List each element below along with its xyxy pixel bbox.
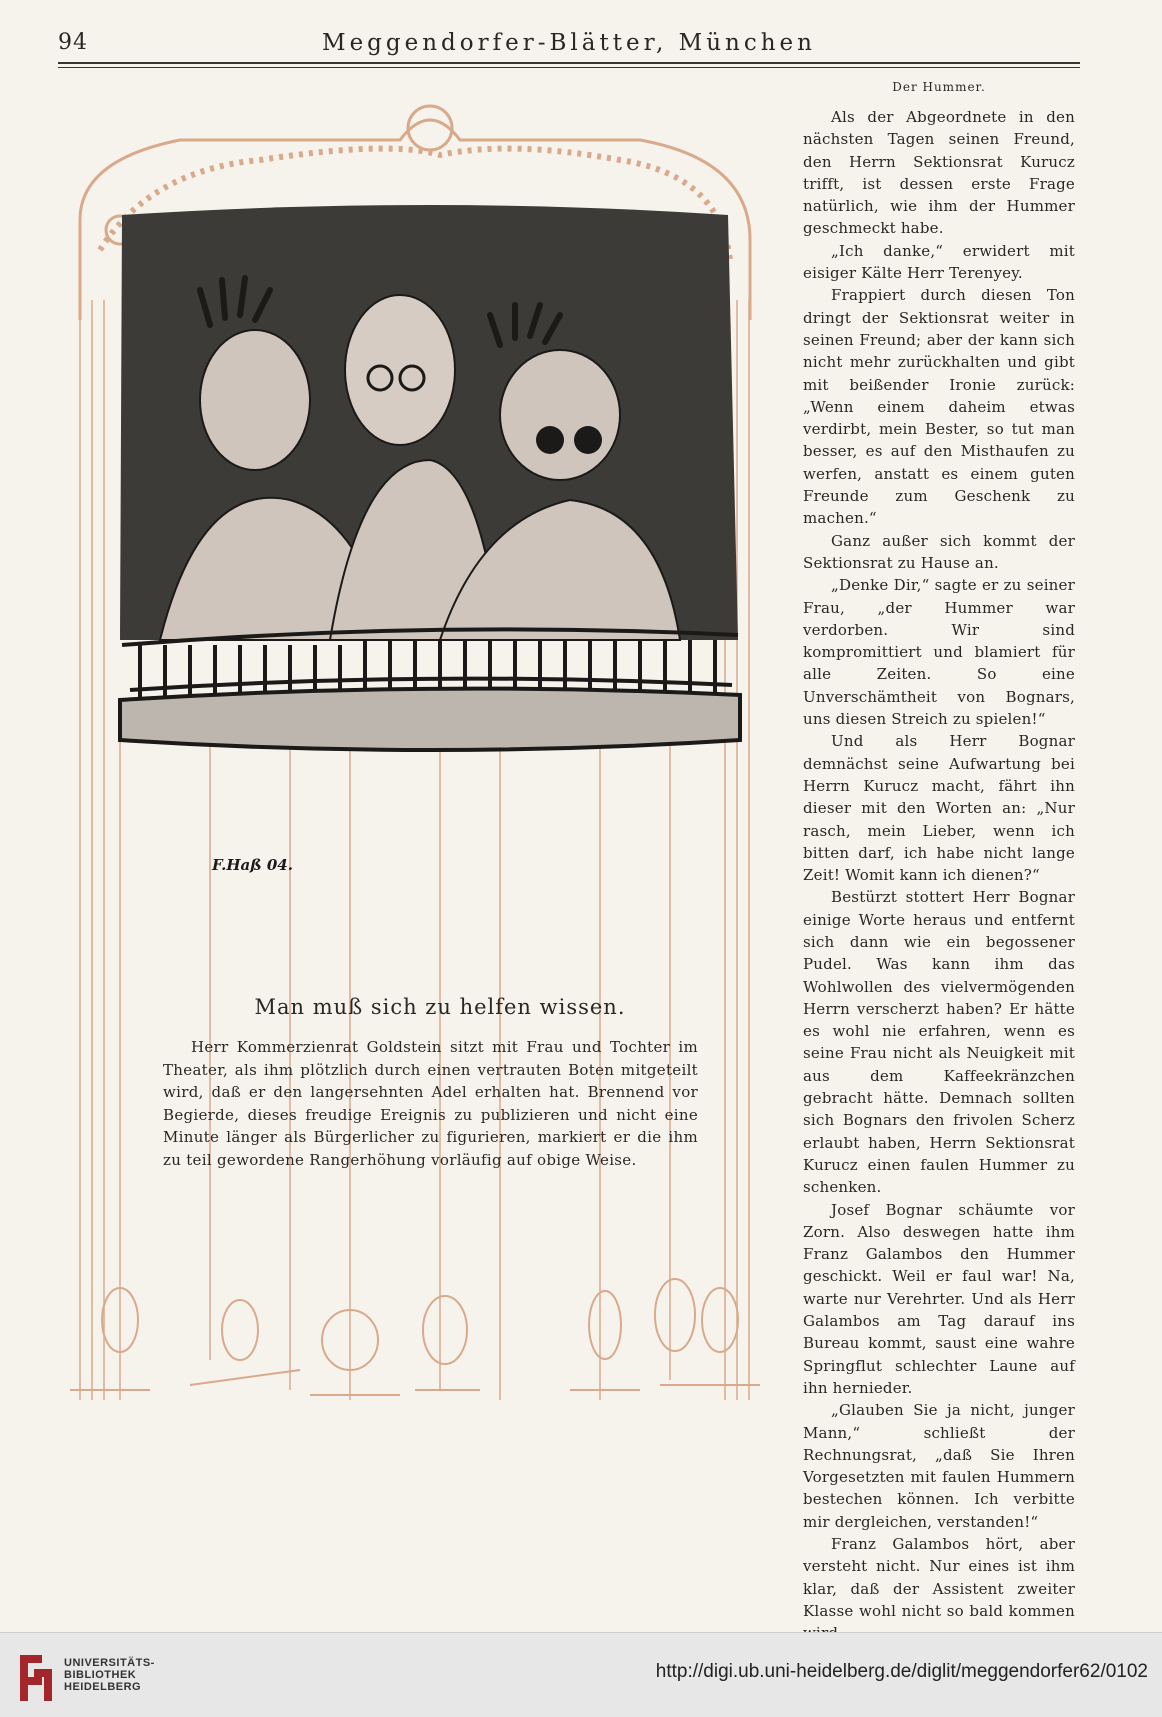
library-name-line: BIBLIOTHEK (64, 1669, 137, 1681)
article-paragraph: Frappiert durch diesen Ton dringt der Sektionsrat weiter in seinen Freund; aber der kann sich nicht mehr zurückhalten und gibt mit beißender Ironie zurück: „Wenn einem daheim etwas verdirbt, mein Bester, so tut man besser, es auf den Misthaufen zu werfen, anstatt es einem guten Freunde zum Geschenk zu machen.“ (803, 286, 1075, 528)
page-header (58, 30, 1080, 62)
article-paragraph: Josef Bognar schäumte vor Zorn. Also deswegen hatte ihm Franz Galambos den Hummer geschickt. Weil er faul war! Na, warte nur Verehrter. Und als Herr Galambos am Tag darauf ins Bureau kommt, saust eine wahre Springflut schlechter Laune auf ihn hernieder. (803, 1200, 1075, 1397)
library-name-line: HEIDELBERG (64, 1681, 142, 1693)
library-name (64, 1657, 155, 1693)
article-paragraph: Als der Abgeordnete in den nächsten Tagen seinen Freund, den Herrn Sektionsrat Kurucz trifft, ist dessen erste Frage natürlich, wie ihm der Hummer geschmeckt habe. (803, 108, 1075, 238)
article-paragraph: Ganz außer sich kommt der Sektionsrat zu Hause an. (803, 531, 1075, 572)
cartoon-illustration (60, 100, 810, 1540)
right-column-article (803, 80, 1075, 1644)
article-paragraph: „Denke Dir,“ sagte er zu seiner Frau, „der Hummer war verdorben. Wir sind kompromittiert und blamiert für alle Zeiten. So eine Unverschämtheit von Bognars, uns diesen Streich zu spielen!“ (803, 576, 1075, 729)
article-paragraph: Und als Herr Bognar demnächst seine Aufwartung bei Herrn Kurucz macht, fährt ihn dieser mit den Worten an: „Nur rasch, mein Lieber, wenn ich bitten darf, ich habe nicht lange Zeit! Womit kann ich dienen?“ (803, 732, 1075, 885)
article-paragraph: „Ich danke,“ erwidert mit eisiger Kälte Herr Terenyey. (803, 241, 1075, 283)
artist-signature: F.Haß 04. (212, 856, 293, 874)
header-rule-thick (58, 62, 1080, 64)
library-name-line: UNIVERSITÄTS- (64, 1657, 155, 1669)
story-title: Man muß sich zu helfen wissen. (254, 995, 626, 1019)
page-url-link[interactable]: http://digi.ub.uni-heidelberg.de/diglit/meggendorfer62/0102 (655, 1661, 1148, 1682)
page-number: 94 (58, 30, 88, 55)
balcony-front (120, 689, 740, 750)
header-rule-thin (58, 67, 1080, 68)
viewer-footer (0, 1632, 1162, 1717)
bottom-figures (70, 1279, 760, 1395)
article-paragraph: Franz Galambos hört, aber versteht nicht. Nur eines ist ihm klar, daß der Assistent zweiter Klasse wohl nicht so bald kommen (803, 1535, 1075, 1620)
story-body: Herr Kommerzienrat Goldstein sitzt mit Frau und Tochter im Theater, als ihm plötzlich durch einen vertrauten Boten mitgeteilt wird, daß er den langersehnten Adel erhalten hat. Brennend vor Begierde, dieses freudige Ereignis zu publizieren und nicht eine Minute länger als Bürgerlicher zu figurieren, markiert er die ihm zu teil gewordene Rangerhöhung vorläufig auf obige Weise. (163, 1038, 698, 1169)
masthead-title: Meggendorfer-Blätter, München (322, 30, 816, 56)
article-title: Der Hummer. (892, 80, 986, 94)
university-library-logo[interactable] (14, 1649, 58, 1707)
article-paragraph: Bestürzt stottert Herr Bognar einige Worte heraus und entfernt sich dann wie ein begossener Pudel. Was kann ihm das Wohlwollen des vielvermögenden Herrn verscherzt haben? Er hätte es wohl nie erfahren, wenn es seine Frau nicht als Neuigkeit mit aus dem Kaffeekränzchen gebracht hätte. Demnach sollten sich Bognars den frivolen Scherz erlaubt haben, Herrn Sektionsrat Kurucz einen faulen Hummer zu schenken. (803, 888, 1075, 1197)
article-paragraph: „Glauben Sie ja nicht, junger Mann,“ schließt der Rechnungsrat, „daß Sie Ihren Vorgesetzten mit faulen Hummern bestechen können. Ich verbitte mir dergleichen, verstanden!“ (803, 1401, 1075, 1531)
